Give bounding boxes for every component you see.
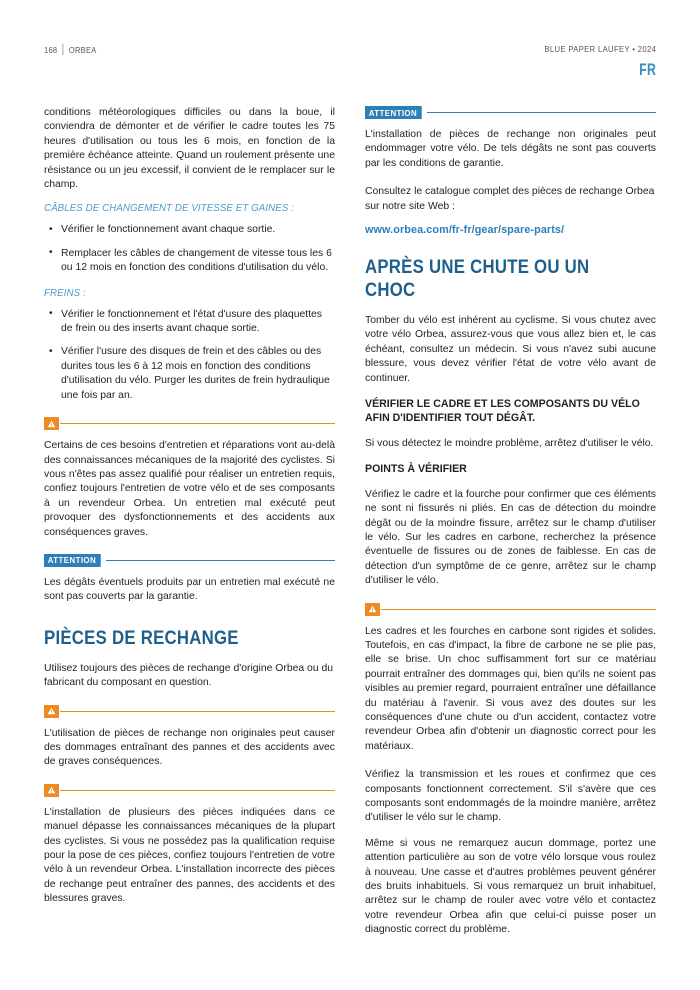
attention-callout-non-original xyxy=(365,106,656,171)
brakes-bullet-list xyxy=(44,308,335,403)
warning-triangle-icon xyxy=(44,417,59,430)
page-number: 168 xyxy=(44,44,58,55)
running-header xyxy=(44,44,656,88)
header-right xyxy=(532,44,656,80)
language-code: FR xyxy=(638,60,656,79)
heading-check-frame: VÉRIFIER LE CADRE ET LES COMPOSANTS DU VÉLO AFIN D'IDENTIFIER TOUT DÉGÂT. xyxy=(365,398,640,425)
noise-paragraph: Même si vous ne remarquez aucun dommage, portez une attention particulière au son de votre vélo lorsque vous roulez à nouveau. Une casse et d'autres problèmes peuvent générer des bruits inhabituels. Si vous remarquez un bruit inhabituel, arrêtez sur le champ de rouler avec votre vélo et contactez votre revendeur Orbea afin que celui-ci puisse poser un diagnostic correct du problème. xyxy=(365,837,656,936)
warning-callout-carbon xyxy=(365,603,656,755)
list-item: • Vérifier le fonctionnement et l'état d'usure des plaquettes de frein ou des inserts avant chaque sortie. xyxy=(44,308,335,337)
subheading-cables: CÂBLES DE CHANGEMENT DE VITESSE ET GAINES : xyxy=(44,203,294,215)
intro-paragraph: conditions météorologiques difficiles ou dans la boue, il conviendra de démonter et de vérifier le cadre toutes les 75 heures d'utilisation ou tous les 6 mois, en fonction de la première échéance atteinte. Quand un roulement présente une résistance ou un jeu excessif, il convient de le remplacer sur le champ. xyxy=(44,107,335,191)
warning-triangle-icon xyxy=(44,705,59,718)
left-column xyxy=(44,106,335,938)
heading-points-to-check: POINTS À VÉRIFIER xyxy=(365,463,467,476)
detect-problem-paragraph: Si vous détectez le moindre problème, arrêtez d'utiliser le vélo. xyxy=(365,437,654,449)
warning-callout-maintenance xyxy=(44,417,335,540)
cables-bullet-list xyxy=(44,223,335,275)
section-heading-after-crash: APRÈS UNE CHUTE OU UN CHOC xyxy=(365,256,590,302)
points-paragraph: Vérifiez le cadre et la fourche pour confirmer que ces éléments ne sont ni fissurés ni pliés. En cas de détection du moindre dégât ou de la moindre fissure, arrêtez sur le champ d'utiliser le vélo. Sur les cadres en carbone, recherchez la présence éventuelle de fissures ou de zones de faiblesse. En cas de détection d'un symptôme de ce genre, arrêtez sur le champ d'utiliser le vélo. xyxy=(365,488,656,587)
warning-triangle-icon xyxy=(365,603,380,616)
callout-rule xyxy=(60,790,335,791)
list-item: • Vérifier l'usure des disques de frein et des câbles ou des durites tous les 6 à 12 mois en fonction des conditions d'utilisation du vélo. Purger les durites de frein hydraulique une fois par an. xyxy=(44,345,335,403)
warning-callout-installation xyxy=(44,784,335,907)
page-columns xyxy=(44,106,656,938)
transmission-paragraph: Vérifiez la transmission et les roues et confirmez que ces composants fonctionnent correctement. S'il s'avère que ces composants sont endommagés de la moindre manière, arrêtez d'utiliser le vélo sur le champ. xyxy=(365,769,656,824)
warning-triangle-icon xyxy=(44,784,59,797)
brand-name: ORBEA xyxy=(68,44,97,55)
callout-text: Les cadres et les fourches en carbone sont rigides et solides. Toutefois, en cas d'impact, la fibre de carbone ne se plie pas, elle se brise. Un choc suffisamment fort sur ce matériau pourrait entraîner des dommages qui, bien qu'ils ne soient pas visibles au premier regard, pourraient entraîner une défaillance du matériau à l'avenir. Si vous avez des doutes sur les conséquences d'une chute ou d'un accident, contactez votre revendeur Orbea afin d'obtenir un diagnostic correct pour les matériaux. xyxy=(365,625,656,752)
callout-text: Certains de ces besoins d'entretien et réparations vont au-delà des connaissances mécaniques de la majorité des cyclistes. Si vous n'êtes pas assez qualifié pour réaliser un entretien requis, confiez toujours l'entretien de votre vélo et de ses composants à un revendeur Orbea. Un entretien mal exécuté peut provoquer des dysfonctionnements et des accidents aux conséquences graves. xyxy=(44,440,335,538)
callout-bar xyxy=(44,705,335,718)
callout-text: L'utilisation de pièces de rechange non originales peut causer des dommages entraînant des pannes et des accidents avec de graves conséquences. xyxy=(44,727,335,768)
callout-rule xyxy=(106,560,335,561)
header-divider xyxy=(63,44,64,55)
spare-parts-link[interactable]: www.orbea.com/fr-fr/gear/spare-parts/ xyxy=(365,224,565,237)
document-title: BLUE PAPER LAUFEY • 2024 xyxy=(544,44,656,54)
callout-rule xyxy=(427,112,656,113)
callout-rule xyxy=(381,609,656,610)
list-item: • Remplacer les câbles de changement de vitesse tous les 6 ou 12 mois en fonction des conditions d'utilisation du vélo. xyxy=(44,247,335,276)
callout-text: Les dégâts éventuels produits par un entretien mal exécuté ne sont pas couverts par la garantie. xyxy=(44,576,335,603)
right-column xyxy=(365,106,656,938)
subheading-brakes: FREINS : xyxy=(44,287,86,299)
catalogue-paragraph: Consultez le catalogue complet des pièces de rechange Orbea sur notre site Web : xyxy=(365,186,655,212)
callout-rule xyxy=(60,711,335,712)
attention-badge: ATTENTION xyxy=(44,554,101,567)
callout-text: L'installation de plusieurs des pièces indiquées dans ce manuel dépasse les connaissances mécaniques de la plupart des cyclistes. Si vous ne possédez pas la qualification requise pour la pose de ces pièces, confiez toujours l'entretien de votre vélo à un revendeur Orbea. L'installation incorrecte des pièces de rechange peut entraîner des pannes, des accidents et des blessures graves. xyxy=(44,806,335,905)
warning-callout-non-original xyxy=(44,705,335,770)
list-item: • Vérifier le fonctionnement avant chaque sortie. xyxy=(44,223,335,237)
header-left xyxy=(44,44,97,55)
callout-bar xyxy=(365,603,656,616)
callout-bar xyxy=(365,106,656,119)
crash-intro-paragraph: Tomber du vélo est inhérent au cyclisme. Si vous chutez avec votre vélo Orbea, assurez-vous que vous allez bien et, le cas échéant, consultez un médecin. Si vous n'avez subi aucune blessure, vous devez vérifier l'état de votre vélo avant de continuer. xyxy=(365,315,656,384)
spare-parts-intro: Utilisez toujours des pièces de rechange d'origine Orbea ou du fabricant du composant en question. xyxy=(44,662,334,689)
section-heading-spare-parts: PIÈCES DE RECHANGE xyxy=(44,626,239,649)
callout-bar xyxy=(44,784,335,797)
callout-bar xyxy=(44,554,335,567)
callout-text: L'installation de pièces de rechange non originales peut endommager votre vélo. De tels dégâts ne sont pas couverts par les conditions de garantie. xyxy=(365,129,656,169)
callout-rule xyxy=(60,423,335,424)
attention-badge: ATTENTION xyxy=(365,106,422,119)
attention-callout-warranty xyxy=(44,554,335,605)
callout-bar xyxy=(44,417,335,430)
